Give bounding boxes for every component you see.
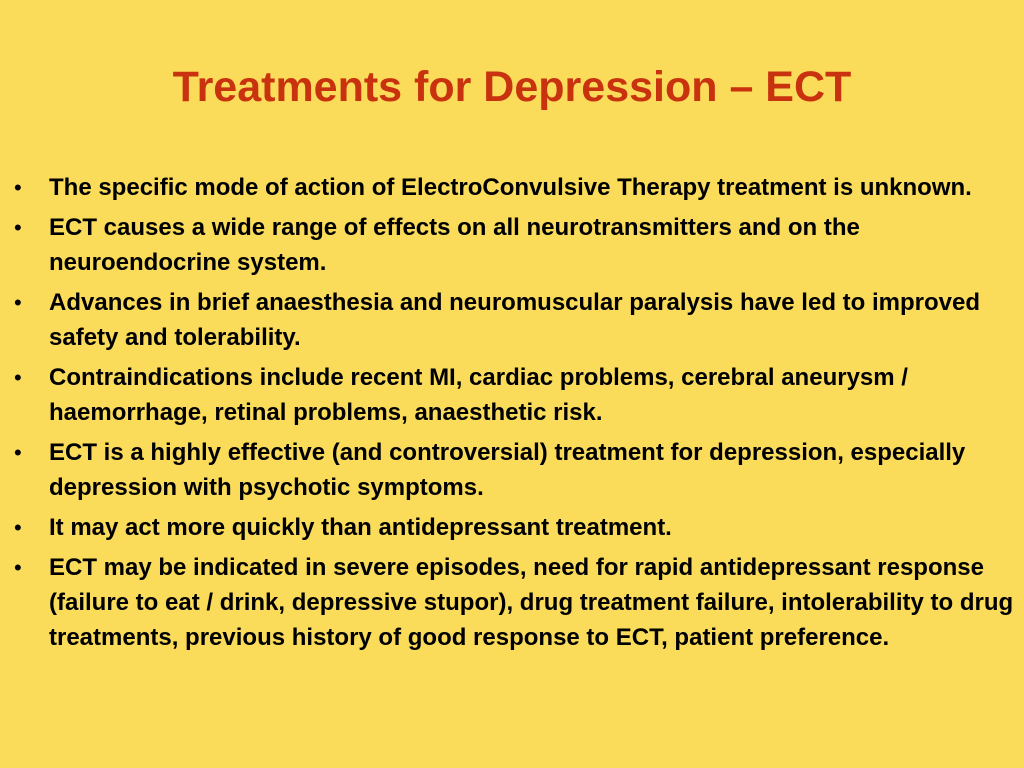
bullet-dot-icon: • [14, 175, 22, 200]
bullet-text: ECT may be indicated in severe episodes, need for rapid antidepressant response (failure to eat / drink, depressive stupor), drug treatment failure, intolerability to drug treatments, previous history of good response to ECT, patient preference. [49, 554, 1014, 651]
bullet-item [14, 170, 1016, 205]
bullet-text: The specific mode of action of ElectroConvulsive Therapy treatment is unknown. [49, 174, 972, 201]
bullet-dot-icon: • [14, 515, 22, 540]
bullet-text: Advances in brief anaesthesia and neuromuscular paralysis have led to improved safety and tolerability. [49, 289, 980, 351]
bullet-dot-icon: • [14, 365, 22, 390]
bullet-dot-icon: • [14, 290, 22, 315]
bullet-text: Contraindications include recent MI, cardiac problems, cerebral aneurysm / haemorrhage, retinal problems, anaesthetic risk. [49, 364, 908, 426]
bullet-item [14, 360, 1016, 430]
bullet-dot-icon: • [14, 440, 22, 465]
bullet-text: It may act more quickly than antidepressant treatment. [49, 514, 672, 541]
slide-title: Treatments for Depression – ECT [172, 63, 852, 111]
bullet-item [14, 510, 1016, 545]
bullet-text: ECT causes a wide range of effects on all neurotransmitters and on the neuroendocrine system. [49, 214, 860, 276]
bullet-item [14, 210, 1016, 280]
bullet-dot-icon: • [14, 215, 22, 240]
bullet-dot-icon: • [14, 555, 22, 580]
bullet-item [14, 285, 1016, 355]
bullet-text: ECT is a highly effective (and controversial) treatment for depression, especially depression with psychotic symptoms. [49, 439, 966, 501]
bullet-item [14, 435, 1016, 505]
bullet-list [14, 170, 1016, 660]
bullet-item [14, 550, 1016, 655]
